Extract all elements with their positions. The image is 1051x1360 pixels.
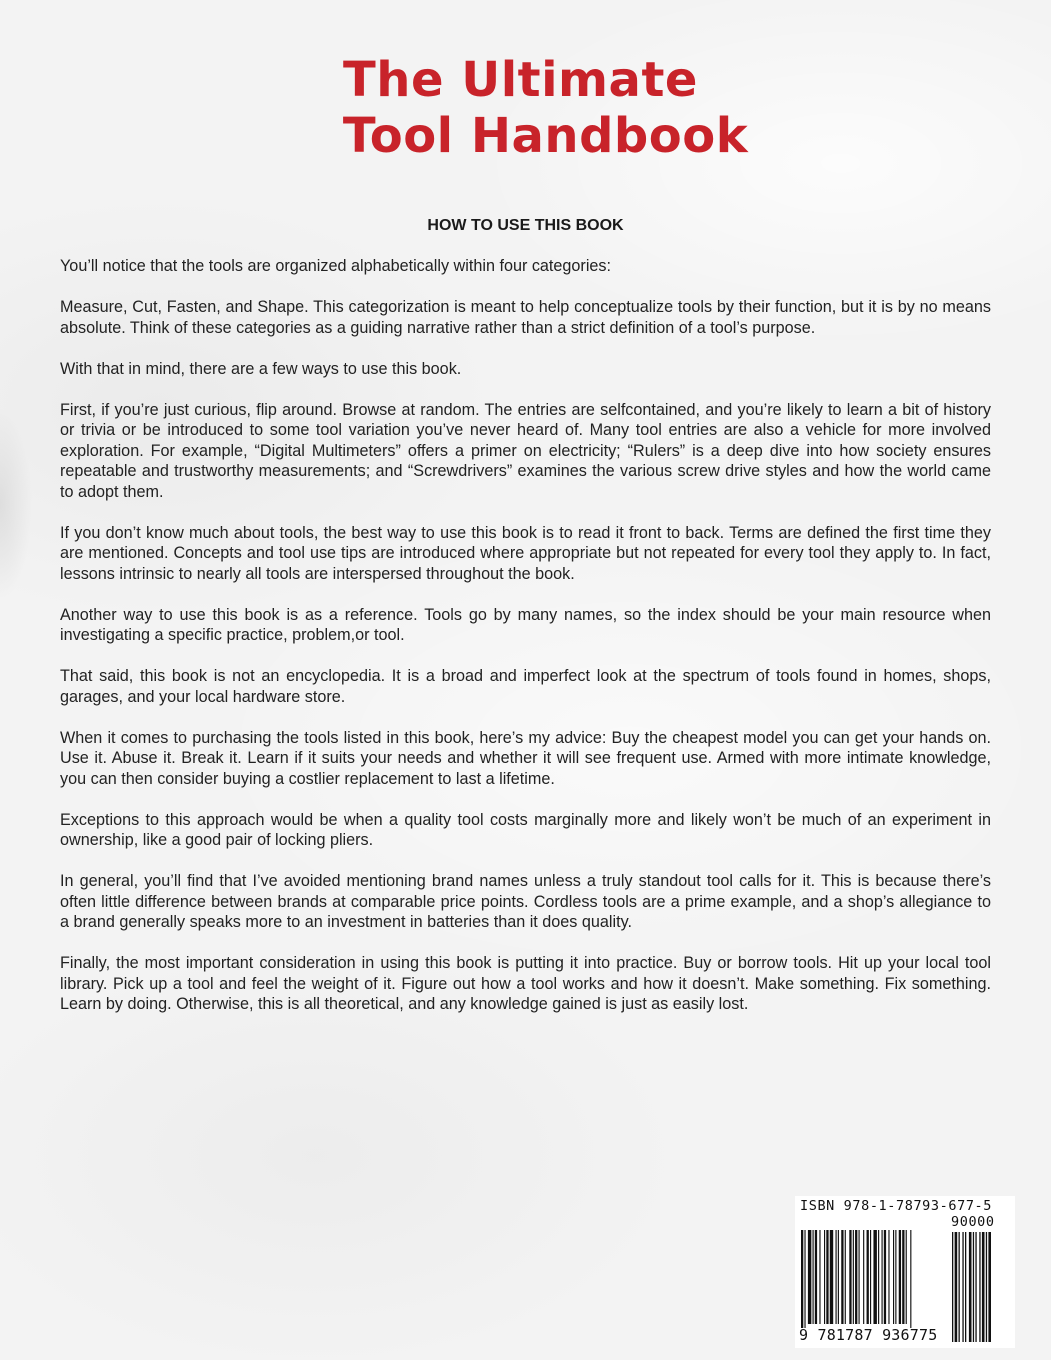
barcode-bar — [838, 1230, 839, 1324]
paragraph: Finally, the most important consideration in using this book is putting it into practice. Buy or borrow tools. Hit up your local tool library. Pick up a tool and feel the weight of it. Figure out how a tool works and how it doesn’t. Make something. Fix something. Learn by doing. Otherwise, this is all theoretical, and any knowledge gained is just as easily lost. — [60, 954, 991, 1013]
barcode-bar — [819, 1230, 820, 1324]
book-title-line-2: Tool Handbook — [342, 108, 749, 164]
paragraph: Exceptions to this approach would be when a quality tool costs marginally more and likely won’t be much of an experiment in ownership, like a good pair of locking pliers. — [60, 810, 991, 849]
barcode-bar — [910, 1230, 911, 1328]
barcode-bar — [815, 1230, 817, 1324]
barcode-bar — [855, 1230, 857, 1324]
barcode-bar — [906, 1230, 907, 1324]
addon-bar — [986, 1232, 987, 1342]
paragraph: First, if you’re just curious, flip around. Browse at random. The entries are selfcontained, and you’re likely to learn a bit of history or trivia or be introduced to some tool variation you’ve never heard of. Many tool entries are also a vehicle for more involved exploration. For example, “Digital Multimeters” offers a primer on electricity; “Rulers” is a deep dive into how society ensures repeatable and trustworthy measurements; and “Screwdrivers” examines the various screw drive styles and how the world came to adopt them. — [60, 400, 991, 501]
isbn-label: ISBN 978-1-78793-677-5 — [800, 1198, 993, 1214]
paragraph: You’ll notice that the tools are organized alphabetically within four categories: — [60, 257, 612, 275]
barcode-bar — [830, 1230, 833, 1324]
addon-bar — [959, 1232, 960, 1342]
barcode-bar — [859, 1230, 860, 1324]
barcode-bar — [836, 1230, 837, 1324]
barcode-digits: 9 781787 936775 — [799, 1326, 938, 1344]
barcode-bar — [882, 1230, 883, 1324]
barcode-bar — [801, 1230, 803, 1328]
paragraph: If you don’t know much about tools, the best way to use this book is to read it front to back. Terms are defined the first time they are mentioned. Concepts and tool use tips are introduced where appropriate but not repeated for every tool they apply to. In fact, lessons intrinsic to nearly all tools are interspersed throughout the book. — [60, 523, 991, 583]
barcode-bar — [870, 1230, 871, 1324]
addon-bar — [952, 1232, 953, 1342]
isbn-barcode-block — [795, 1196, 1015, 1348]
barcode-bar — [804, 1230, 805, 1328]
barcode-bar — [867, 1230, 869, 1324]
section-heading: HOW TO USE THIS BOOK — [427, 217, 624, 234]
book-title-line-1: The Ultimate — [343, 52, 698, 108]
barcode-bar — [895, 1230, 896, 1324]
paragraph: With that in mind, there are a few ways to use this book. — [60, 359, 462, 378]
barcode-bar — [884, 1230, 886, 1324]
barcode-bar — [813, 1230, 814, 1324]
paragraph: In general, you’ll find that I’ve avoided mentioning brand names unless a truly standout tool calls for it. This is because there’s often little difference between brands at comparable price points. Cordless tools are a prime example, and a shop’s allegiance to a brand generally speaks more to an investment in batteries than it does quality. — [60, 872, 991, 931]
barcode-bar — [841, 1230, 843, 1324]
barcode-bar — [873, 1230, 876, 1324]
barcode-bar — [863, 1230, 864, 1324]
addon-bar — [973, 1232, 974, 1342]
addon-bar — [975, 1232, 976, 1342]
body-content — [60, 214, 991, 1035]
addon-bar — [965, 1232, 966, 1342]
barcode-bar — [845, 1230, 846, 1324]
paragraph: When it comes to purchasing the tools listed in this book, here’s my advice: Buy the cheapest model you can get your hands on. Use it. Abuse it. Break it. Learn if it suits your needs and whether it will see frequent use. Armed with more intimate knowledge, you can then consider buying a costlier replacement to last a lifetime. — [60, 728, 991, 788]
addon-bar — [962, 1232, 963, 1342]
paragraph: That said, this book is not an encyclopedia. It is a broad and imperfect look at the spectrum of tools found in homes, shops, garages, and your local hardware store. — [60, 667, 991, 706]
barcode-bar — [888, 1230, 889, 1324]
barcode-bar — [826, 1230, 828, 1324]
barcode-bar — [808, 1230, 811, 1324]
addon-code: 90000 — [951, 1214, 995, 1230]
paragraph: Measure, Cut, Fasten, and Shape. This categorization is meant to help conceptualize tools by their function, but it is by no means absolute. Think of these categories as a guiding narrative rather than a strict definition of a tool’s purpose. — [60, 298, 991, 337]
book-title — [0, 52, 1051, 164]
barcode-bar — [853, 1230, 854, 1324]
addon-bar — [969, 1232, 972, 1342]
barcode-bar — [893, 1230, 894, 1324]
barcode-bar — [849, 1230, 851, 1324]
barcode-bar — [899, 1230, 901, 1324]
addon-bar — [955, 1232, 958, 1342]
barcode-bar — [902, 1230, 904, 1324]
addon-bar — [988, 1232, 991, 1342]
addon-bar — [979, 1232, 980, 1342]
paragraph: Another way to use this book is as a reference. Tools go by many names, so the index should be your main resource when investigating a specific practice, problem,or tool. — [60, 605, 991, 644]
addon-bar — [982, 1232, 985, 1342]
barcode-bar — [878, 1230, 879, 1324]
barcode-bar — [824, 1230, 825, 1324]
